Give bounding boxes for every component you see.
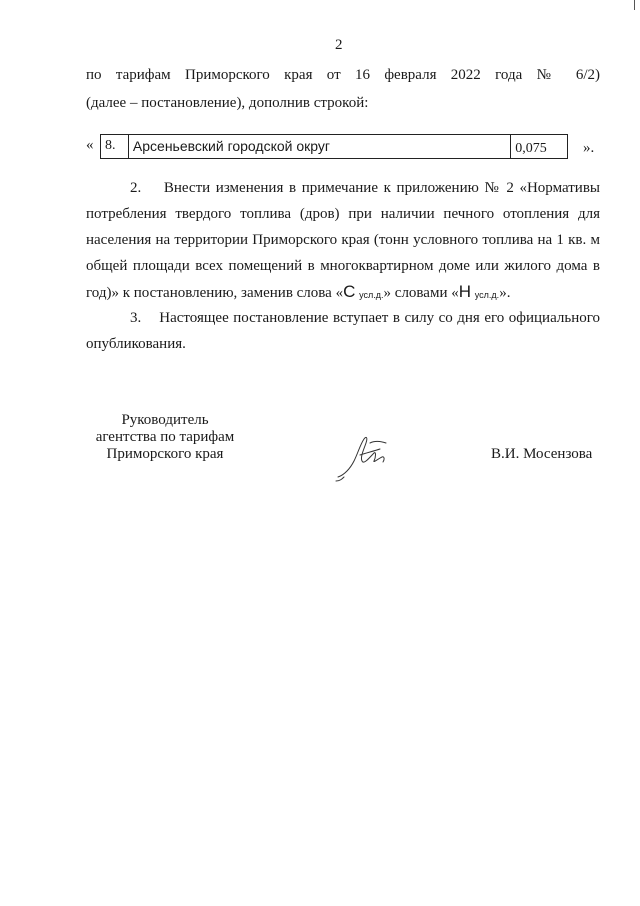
item-2-line-1-text: 2. Внести изменения в примечание к приложению № 2 «Нормативы <box>130 180 600 196</box>
quote-close: ». <box>583 140 595 156</box>
table-cell-value: 0,075 <box>515 141 547 156</box>
item-3-line-1-text: 3. Настоящее постановление вступает в силу со дня его официального <box>130 310 600 326</box>
signatory-title <box>80 412 250 463</box>
handwritten-signature <box>330 425 400 485</box>
table-cell-number: 8. <box>101 135 129 158</box>
item-2-line-5-c: ». <box>499 285 511 301</box>
table <box>100 134 568 159</box>
item-2-line-4: общей площади всех помещений в многоквартирном доме или жилого дома в <box>86 258 600 274</box>
symbol-c: С <box>343 282 356 301</box>
intro-line-2: (далее – постановление), дополнив строкой: <box>86 95 369 111</box>
signatory-title-line-1: Руководитель <box>121 412 209 428</box>
item-2-line-5-a: год)» к постановлению, заменив слова « <box>86 285 344 301</box>
symbol-c-subscript: усл.д. <box>359 290 384 300</box>
scan-edge-mark <box>634 0 635 10</box>
item-2-line-5-b: » словами « <box>383 285 459 301</box>
item-2-line-2: потребления твердого топлива (дров) при наличии печного отопления для <box>86 206 600 222</box>
item-3-line-2: опубликования. <box>86 336 186 352</box>
item-3-line-1 <box>86 305 600 331</box>
inserted-table-row <box>86 134 616 158</box>
intro-line-1: по тарифам Приморского края от 16 февраля 2022 года № 6/2) <box>86 67 600 83</box>
signatory-title-line-3: Приморского края <box>106 446 224 462</box>
page-number: 2 <box>335 37 343 53</box>
item-2-line-5 <box>86 279 600 308</box>
symbol-h: Н <box>458 282 472 301</box>
item-2-line-3: населения на территории Приморского края (тонн условного топлива на 1 кв. м <box>86 232 600 248</box>
item-2-line-1 <box>86 175 600 201</box>
signatory-title-line-2: агентства по тарифам <box>95 429 235 445</box>
quote-open: « <box>86 137 94 153</box>
symbol-h-subscript: усл.д. <box>474 290 500 300</box>
table-cell-name: Арсеньевский городской округ <box>129 135 511 158</box>
signatory-name: В.И. Мосензова <box>491 446 593 462</box>
